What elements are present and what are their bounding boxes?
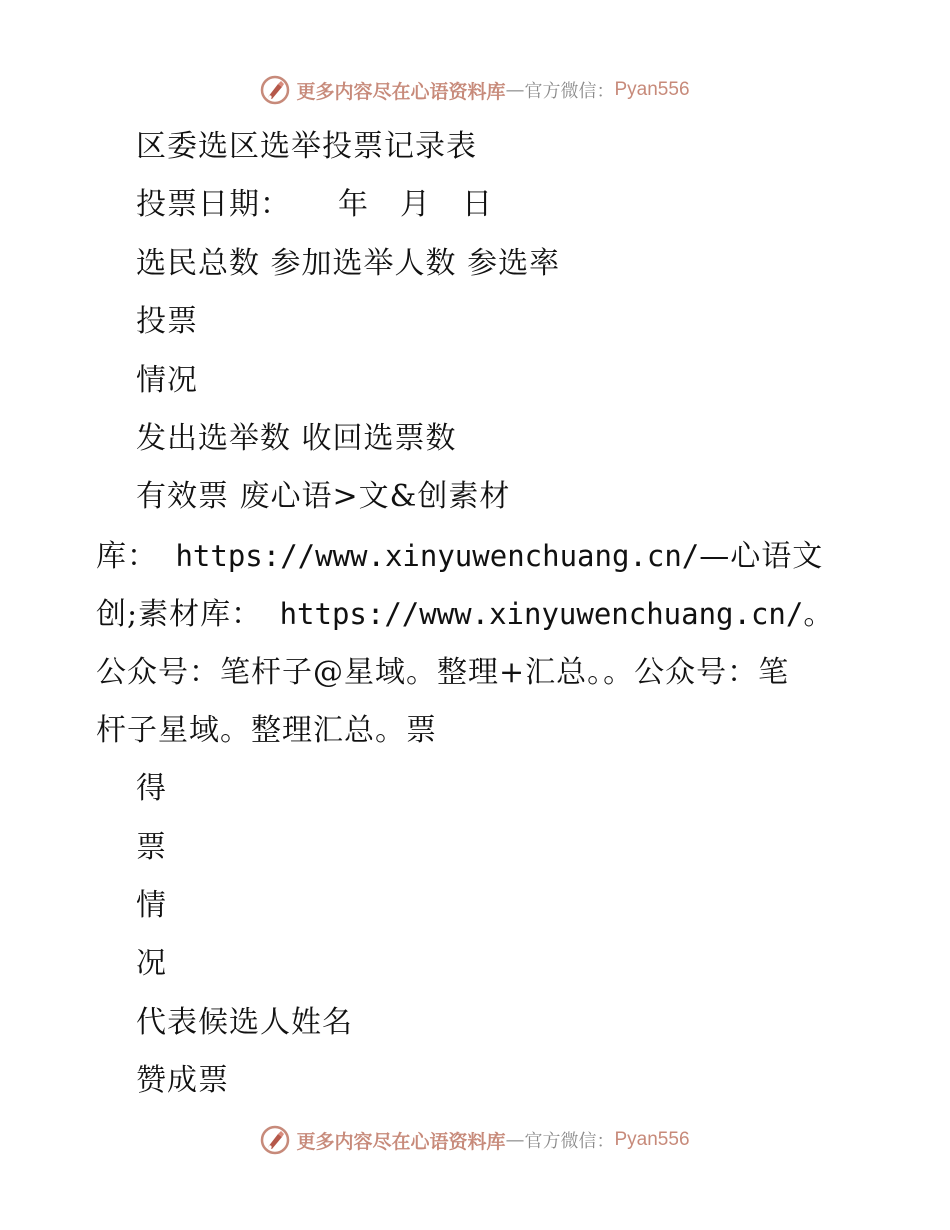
url-line-1-suffix: —心语文 bbox=[699, 538, 824, 574]
date-line: 投票日期： 年 月 日 bbox=[136, 187, 493, 223]
url-link-1[interactable]: https://www.xinyuwenchuang.cn/ bbox=[158, 538, 700, 573]
banner-wechat-id: Pyan556 bbox=[614, 1129, 690, 1150]
banner-wechat-label: 官方微信： bbox=[524, 1131, 615, 1152]
pen-nib-logo-icon bbox=[260, 75, 290, 105]
url-link-2[interactable]: https://www.xinyuwenchuang.cn/ bbox=[262, 597, 804, 632]
banner-wechat-label: 官方微信： bbox=[524, 81, 615, 102]
banner-wechat-id: Pyan556 bbox=[614, 79, 690, 100]
document-body bbox=[0, 118, 950, 1111]
page-title: 区委选区选举投票记录表 bbox=[136, 129, 477, 164]
char-kuang: 况 bbox=[136, 946, 167, 982]
url-line-2-prefix: 创;素材库： bbox=[96, 597, 263, 633]
footer-banner bbox=[0, 1120, 950, 1160]
approve-votes-line: 赞成票 bbox=[136, 1063, 229, 1099]
char-de: 得 bbox=[136, 771, 167, 807]
candidate-name-line: 代表候选人姓名 bbox=[136, 1004, 353, 1040]
char-piao: 票 bbox=[136, 829, 167, 865]
char-qing: 情 bbox=[136, 888, 167, 924]
banner-separator: — bbox=[505, 1129, 525, 1151]
banner-separator: — bbox=[505, 79, 525, 101]
banner-main-text: 更多内容尽在心语资料库 bbox=[296, 1130, 506, 1153]
url-line-1-prefix: 库： bbox=[96, 538, 158, 574]
banner-main-text: 更多内容尽在心语资料库 bbox=[296, 80, 506, 103]
public-account-line-2: 杆子星域。整理汇总。票 bbox=[96, 712, 437, 748]
url-line-2 bbox=[0, 585, 950, 643]
vote-label-1: 投票 bbox=[136, 304, 198, 340]
ballots-line: 发出选举数 收回选票数 bbox=[136, 420, 457, 456]
url-line-2-suffix: 。 bbox=[803, 597, 835, 633]
valid-votes-line: 有效票 废心语>文&创素材 bbox=[136, 479, 511, 515]
vote-label-2: 情况 bbox=[136, 362, 198, 398]
public-account-line-1: 公众号：笔杆子@星域。整理+汇总。。公众号：笔 bbox=[96, 654, 790, 690]
pen-nib-logo-icon bbox=[260, 1125, 290, 1155]
url-line-1 bbox=[0, 527, 950, 585]
header-banner bbox=[0, 70, 950, 110]
voters-line: 选民总数 参加选举人数 参选率 bbox=[136, 245, 561, 281]
